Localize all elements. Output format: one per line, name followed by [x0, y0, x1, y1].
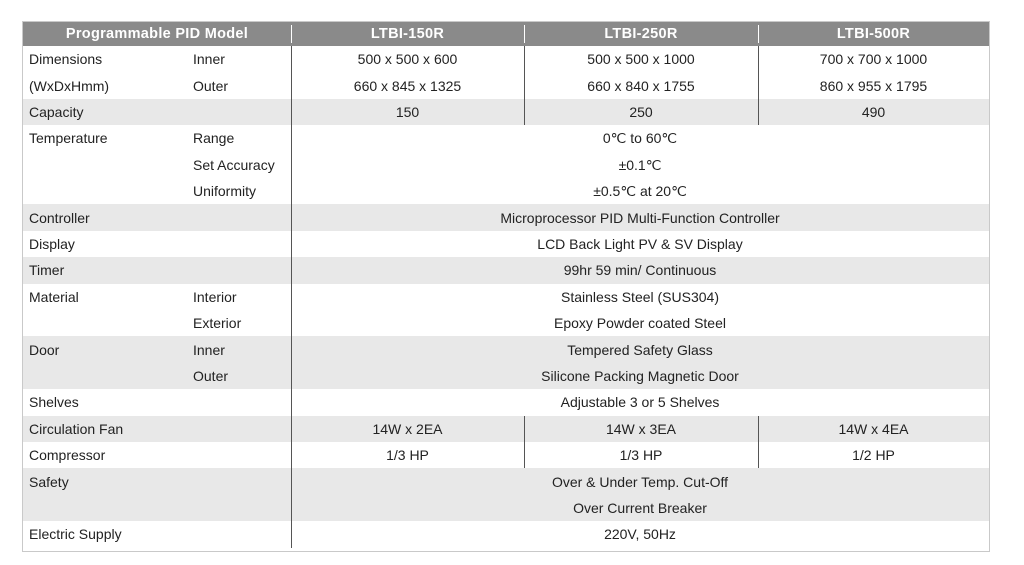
table-row	[23, 495, 989, 521]
cell-all-models: 0℃ to 60℃	[602, 130, 678, 147]
row-sublabel: Inner	[193, 51, 225, 68]
table-row	[23, 389, 989, 415]
table-row	[23, 442, 989, 468]
cell-model-2: 250	[629, 103, 653, 120]
table-row	[23, 310, 989, 336]
table-row	[23, 178, 989, 204]
table-row	[23, 152, 989, 178]
row-sublabel: Exterior	[193, 315, 242, 332]
cell-model-3: 860 x 955 x 1795	[819, 77, 928, 94]
cell-all-models: 99hr 59 min/ Continuous	[563, 262, 717, 279]
cell-model-2: 14W x 3EA	[605, 420, 677, 437]
cell-model-1: 1/3 HP	[386, 447, 429, 464]
row-sublabel: Set Accuracy	[193, 156, 275, 173]
row-label: Door	[29, 341, 60, 358]
table-row	[23, 416, 989, 442]
cell-all-models: Over & Under Temp. Cut-Off	[551, 473, 729, 490]
cell-model-1: 660 x 845 x 1325	[353, 77, 462, 94]
row-label: Safety	[29, 473, 69, 490]
row-label: Timer	[29, 262, 65, 279]
spec-table	[22, 21, 990, 552]
header-model-1: LTBI-150R	[370, 25, 445, 42]
table-row	[23, 336, 989, 362]
row-sublabel: Outer	[193, 367, 229, 384]
cell-all-models: Tempered Safety Glass	[567, 341, 713, 358]
table-row	[23, 363, 989, 389]
row-label: (WxDxHmm)	[29, 77, 110, 94]
cell-all-models: Microprocessor PID Multi-Function Controller	[500, 209, 780, 226]
row-label: Electric Supply	[29, 526, 122, 543]
table-row	[23, 284, 989, 310]
cell-all-models: Over Current Breaker	[573, 499, 707, 516]
row-sublabel: Interior	[193, 288, 237, 305]
cell-all-models: ±0.1℃	[618, 156, 662, 173]
cell-all-models: 220V, 50Hz	[604, 526, 676, 543]
table-row	[23, 72, 989, 98]
row-label: Material	[29, 288, 79, 305]
cell-model-2: 500 x 500 x 1000	[587, 51, 695, 68]
table-row	[23, 46, 989, 72]
cell-all-models: LCD Back Light PV & SV Display	[537, 235, 743, 252]
cell-all-models: Stainless Steel (SUS304)	[561, 288, 719, 305]
row-sublabel: Range	[193, 130, 235, 147]
row-label: Compressor	[29, 447, 106, 464]
table-row	[23, 521, 989, 547]
row-label: Shelves	[29, 394, 79, 411]
header-model-2: LTBI-250R	[604, 25, 678, 42]
cell-all-models: Adjustable 3 or 5 Shelves	[560, 394, 720, 411]
cell-all-models: Silicone Packing Magnetic Door	[541, 367, 739, 384]
header-title: Programmable PID Model	[65, 25, 249, 42]
row-label: Temperature	[29, 130, 108, 147]
row-label: Circulation Fan	[29, 420, 124, 437]
cell-model-1: 500 x 500 x 600	[357, 51, 458, 68]
row-sublabel: Inner	[193, 341, 225, 358]
table-row	[23, 204, 989, 230]
cell-model-3: 700 x 700 x 1000	[819, 51, 928, 68]
row-sublabel: Uniformity	[193, 183, 257, 200]
table-row	[23, 125, 989, 151]
table-row	[23, 257, 989, 283]
table-header	[23, 22, 989, 46]
table-row	[23, 99, 989, 125]
row-label: Controller	[29, 209, 90, 226]
cell-model-3: 1/2 HP	[852, 447, 895, 464]
cell-model-2: 1/3 HP	[619, 447, 663, 464]
row-label: Display	[29, 235, 75, 252]
header-model-3: LTBI-500R	[836, 25, 911, 42]
cell-model-3: 14W x 4EA	[838, 420, 909, 437]
cell-model-1: 14W x 2EA	[372, 420, 443, 437]
cell-model-3: 490	[861, 103, 886, 120]
row-label: Capacity	[29, 103, 84, 120]
table-row	[23, 231, 989, 257]
row-sublabel: Outer	[193, 77, 229, 94]
cell-model-1: 150	[395, 103, 420, 120]
cell-all-models: Epoxy Powder coated Steel	[554, 315, 726, 332]
cell-model-2: 660 x 840 x 1755	[587, 77, 695, 94]
cell-all-models: ±0.5℃ at 20℃	[593, 183, 687, 200]
table-row	[23, 468, 989, 494]
row-label: Dimensions	[29, 51, 103, 68]
